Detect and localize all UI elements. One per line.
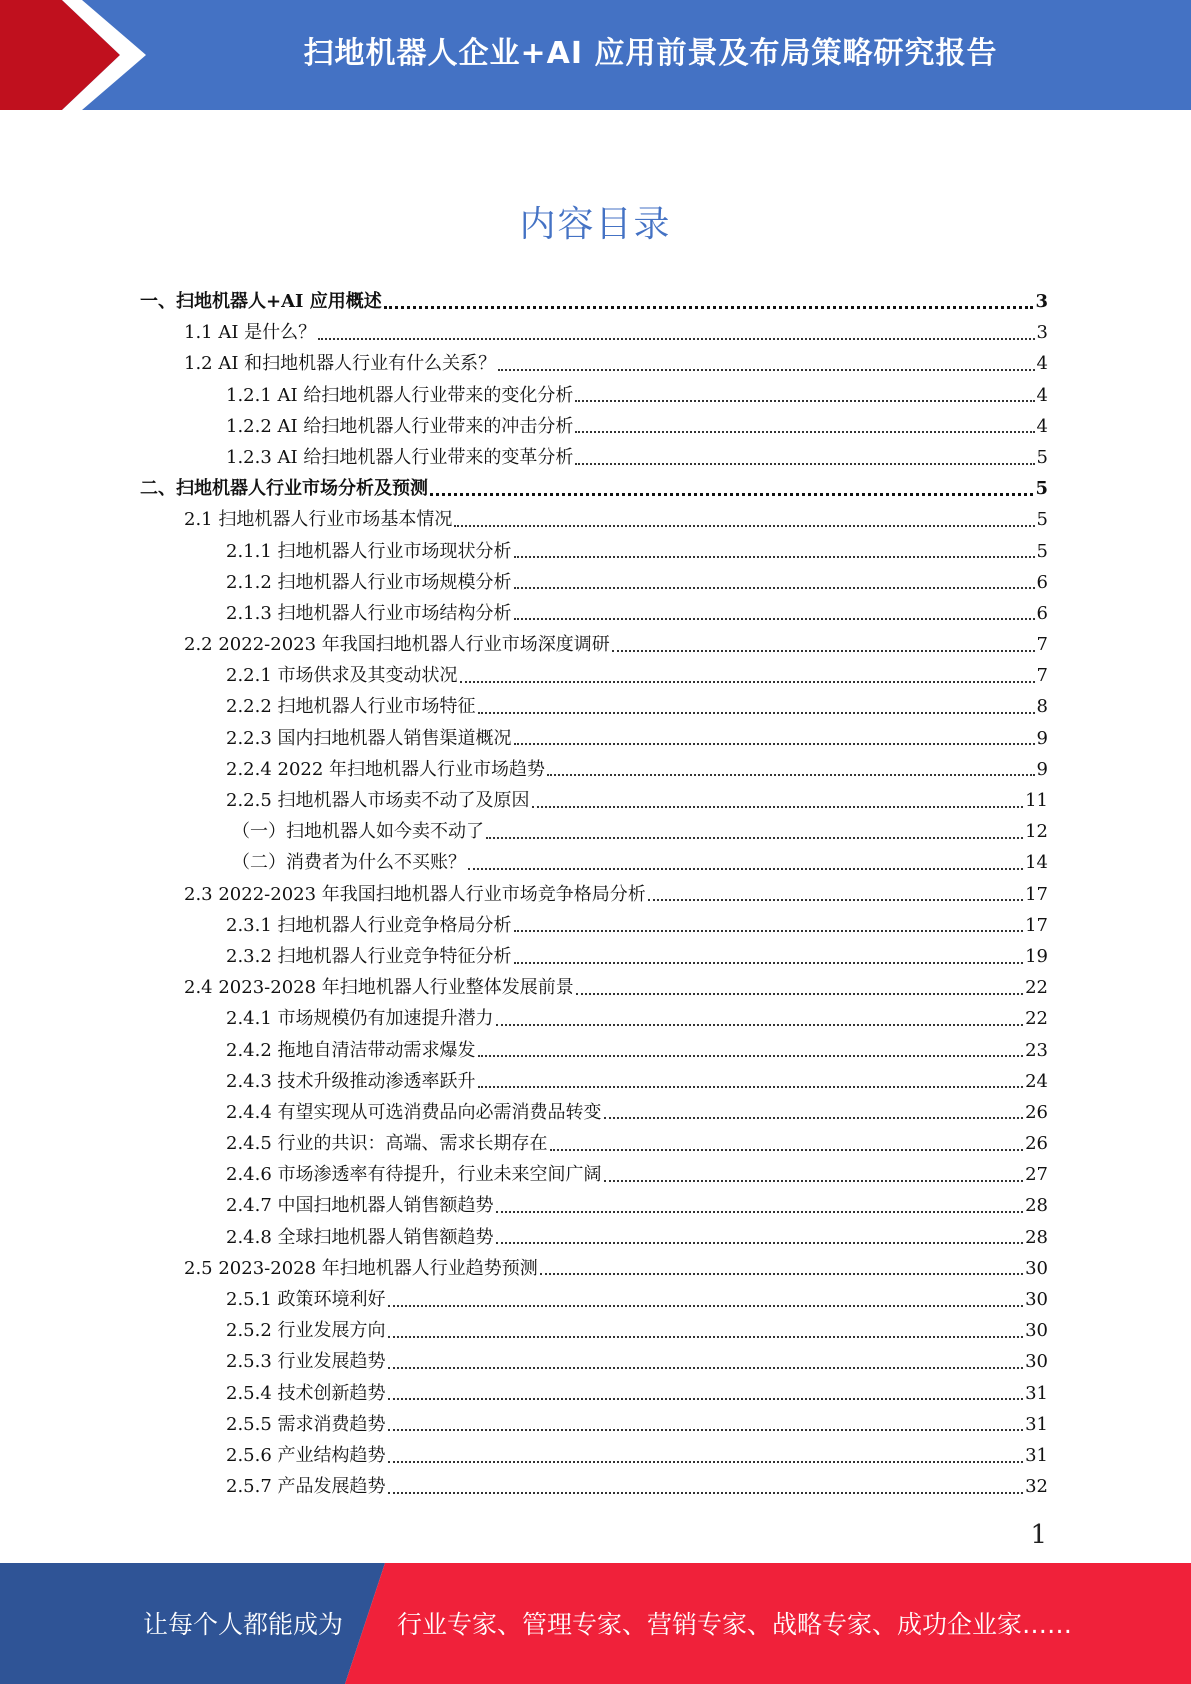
toc-entry-page: 5 (1035, 478, 1048, 500)
toc-entry[interactable] (140, 972, 1048, 1003)
toc-entry[interactable] (140, 1409, 1048, 1440)
toc-dot-leader (486, 837, 1023, 839)
toc-dot-leader (612, 650, 1035, 652)
toc-entry-page: 30 (1025, 1257, 1048, 1279)
toc-entry-page: 26 (1025, 1133, 1048, 1155)
toc-dot-leader (496, 1211, 1024, 1213)
toc-entry[interactable] (140, 1066, 1048, 1097)
toc-dot-leader (575, 431, 1034, 433)
toc-entry-label: 2.1 扫地机器人行业市场基本情况 (184, 509, 453, 531)
toc-entry[interactable] (140, 629, 1048, 660)
toc-entry[interactable] (140, 598, 1048, 629)
toc-entry-page: 28 (1025, 1226, 1048, 1248)
toc-entry-label: 2.4.6 市场渗透率有待提升，行业未来空间广阔 (226, 1164, 602, 1186)
toc-entry-page: 7 (1036, 634, 1048, 656)
toc-entry[interactable] (140, 567, 1048, 598)
toc-entry-page: 4 (1036, 415, 1048, 437)
toc-entry-label: 2.3.1 扫地机器人行业竞争格局分析 (226, 914, 512, 936)
toc-entry-page: 5 (1036, 446, 1048, 468)
toc-entry[interactable] (140, 1315, 1048, 1346)
toc-entry[interactable] (140, 286, 1048, 317)
toc-entry-page: 22 (1025, 1008, 1048, 1030)
toc-entry[interactable] (140, 754, 1048, 785)
toc-entry[interactable] (140, 1003, 1048, 1034)
toc-entry-page: 32 (1025, 1476, 1048, 1498)
toc-dot-leader (460, 681, 1035, 683)
toc-entry-label: 2.2 2022-2023 年我国扫地机器人行业市场深度调研 (184, 634, 610, 656)
toc-entry[interactable] (140, 785, 1048, 816)
toc-entry-label: 2.4.3 技术升级推动渗透率跃升 (226, 1070, 476, 1092)
toc-dot-leader (514, 587, 1035, 589)
toc-entry[interactable] (140, 1222, 1048, 1253)
toc-entry-label: 1.2.2 AI 给扫地机器人行业带来的冲击分析 (226, 415, 574, 437)
toc-entry[interactable] (140, 816, 1048, 847)
toc-dot-leader (498, 369, 1034, 371)
toc-entry-label: 2.1.2 扫地机器人行业市场规模分析 (226, 571, 512, 593)
toc-entry-page: 30 (1025, 1320, 1048, 1342)
toc-entry[interactable] (140, 879, 1048, 910)
toc-entry-page: 17 (1025, 883, 1048, 905)
toc-dot-leader (576, 993, 1023, 995)
toc-dot-leader (514, 962, 1024, 964)
toc-entry-page: 3 (1035, 291, 1048, 312)
toc-entry-page: 17 (1025, 914, 1048, 936)
toc-dot-leader (496, 1242, 1024, 1244)
toc-entry[interactable] (140, 317, 1048, 348)
toc-dot-leader (532, 806, 1024, 808)
toc-entry-page: 19 (1025, 945, 1048, 967)
toc-entry-page: 14 (1025, 852, 1048, 874)
toc-entry-label: 2.2.3 国内扫地机器人销售渠道概况 (226, 727, 512, 749)
toc-entry-label: 二、扫地机器人行业市场分析及预测 (140, 478, 428, 500)
toc-dot-leader (388, 1492, 1024, 1494)
toc-dot-leader (388, 1336, 1024, 1338)
toc-entry-label: 2.4.2 拖地自清洁带动需求爆发 (226, 1039, 476, 1061)
toc-entry-label: 2.4.1 市场规模仍有加速提升潜力 (226, 1008, 494, 1030)
toc-entry-page: 24 (1025, 1070, 1048, 1092)
toc-dot-leader (575, 400, 1034, 402)
toc-dot-leader (388, 1367, 1024, 1369)
toc-entry[interactable] (140, 1378, 1048, 1409)
toc-entry-page: 11 (1025, 790, 1048, 811)
table-of-contents (140, 286, 1048, 1502)
toc-dot-leader (388, 1398, 1024, 1400)
toc-entry-label: 2.5 2023-2028 年扫地机器人行业趋势预测 (184, 1257, 538, 1279)
toc-dot-leader (430, 493, 1033, 496)
toc-entry-page: 8 (1036, 696, 1048, 718)
toc-entry-label: 2.5.3 行业发展趋势 (226, 1351, 386, 1373)
toc-entry-page: 28 (1025, 1195, 1048, 1217)
toc-entry[interactable] (140, 723, 1048, 754)
toc-dot-leader (388, 1305, 1024, 1307)
header-arrow-icon (0, 0, 160, 110)
toc-entry-page: 22 (1025, 977, 1048, 999)
toc-entry-label: （二）消费者为什么不买账？ (232, 852, 466, 874)
toc-entry-page: 9 (1036, 758, 1048, 780)
toc-dot-leader (454, 525, 1034, 527)
toc-entry[interactable] (140, 1253, 1048, 1284)
toc-entry-page: 27 (1025, 1164, 1048, 1186)
toc-entry-page: 4 (1036, 353, 1048, 375)
toc-dot-leader (648, 899, 1023, 901)
toc-entry-page: 30 (1025, 1289, 1048, 1310)
toc-entry[interactable] (140, 1471, 1048, 1502)
toc-entry-label: 2.5.4 技术创新趋势 (226, 1382, 386, 1404)
toc-dot-leader (575, 463, 1034, 465)
toc-entry[interactable] (140, 1190, 1048, 1221)
footer-slogan-left: 让每个人都能成为 (143, 1610, 344, 1639)
report-header-band (0, 0, 1191, 110)
toc-entry-label: 2.5.2 行业发展方向 (226, 1320, 386, 1342)
toc-entry-label: 2.4.4 有望实现从可选消费品向必需消费品转变 (226, 1101, 602, 1123)
toc-entry[interactable] (140, 910, 1048, 941)
toc-entry-page: 4 (1036, 384, 1048, 406)
toc-entry-label: 2.3.2 扫地机器人行业竞争特征分析 (226, 945, 512, 967)
toc-entry-label: 1.1 AI 是什么？ (184, 322, 317, 344)
toc-entry-label: 2.5.5 需求消费趋势 (226, 1413, 386, 1435)
toc-dot-leader (388, 1461, 1024, 1463)
toc-entry[interactable] (140, 442, 1048, 473)
toc-entry-page: 3 (1036, 322, 1048, 344)
toc-entry[interactable] (140, 504, 1048, 535)
toc-dot-leader (478, 712, 1035, 714)
toc-dot-leader (550, 1149, 1024, 1151)
toc-entry[interactable] (140, 660, 1048, 691)
toc-entry-label: 2.4 2023-2028 年扫地机器人行业整体发展前景 (184, 977, 574, 999)
toc-dot-leader (604, 1180, 1024, 1182)
toc-entry-label: 2.3 2022-2023 年我国扫地机器人行业市场竞争格局分析 (184, 883, 646, 905)
toc-entry-label: 2.4.8 全球扫地机器人销售额趋势 (226, 1226, 494, 1248)
toc-entry-page: 31 (1025, 1444, 1048, 1466)
toc-entry-label: 2.1.1 扫地机器人行业市场现状分析 (226, 540, 512, 562)
toc-dot-leader (496, 1024, 1024, 1026)
toc-entry[interactable] (140, 380, 1048, 411)
toc-entry[interactable] (140, 536, 1048, 567)
toc-entry-label: 1.2.1 AI 给扫地机器人行业带来的变化分析 (226, 384, 574, 406)
toc-entry-page: 31 (1025, 1382, 1048, 1404)
toc-dot-leader (388, 1429, 1024, 1431)
toc-entry-label: 1.2 AI 和扫地机器人行业有什么关系？ (184, 353, 497, 375)
toc-entry-label: 2.4.5 行业的共识：高端、需求长期存在 (226, 1133, 548, 1155)
toc-dot-leader (384, 306, 1034, 309)
toc-entry-label: 1.2.3 AI 给扫地机器人行业带来的变革分析 (226, 446, 574, 468)
toc-entry-label: 2.2.1 市场供求及其变动状况 (226, 665, 458, 687)
toc-dot-leader (604, 1117, 1024, 1119)
report-title: 扫地机器人企业+AI 应用前景及布局策略研究报告 (303, 36, 998, 71)
toc-entry-page: 6 (1036, 602, 1048, 624)
toc-dot-leader (514, 743, 1035, 745)
toc-entry[interactable] (140, 1440, 1048, 1471)
toc-dot-leader (468, 868, 1023, 870)
toc-dot-leader (540, 1273, 1023, 1275)
toc-entry-label: 2.2.5 扫地机器人市场卖不动了及原因 (226, 790, 530, 811)
toc-entry-page: 5 (1036, 540, 1048, 562)
toc-entry-page: 26 (1025, 1101, 1048, 1123)
toc-entry[interactable] (140, 1097, 1048, 1128)
toc-entry-page: 5 (1036, 509, 1048, 531)
toc-entry[interactable] (140, 473, 1048, 504)
toc-entry-page: 12 (1025, 821, 1048, 843)
toc-dot-leader (547, 774, 1034, 776)
toc-entry-page: 30 (1025, 1351, 1048, 1373)
toc-entry[interactable] (140, 1284, 1048, 1315)
report-footer-band (0, 1563, 1191, 1684)
toc-entry-page: 23 (1025, 1039, 1048, 1061)
toc-dot-leader (318, 338, 1034, 340)
toc-dot-leader (478, 1086, 1024, 1088)
toc-entry[interactable] (140, 847, 1048, 878)
footer-slogan-right: 行业专家、管理专家、营销专家、战略专家、成功企业家…… (397, 1610, 1073, 1639)
toc-dot-leader (514, 618, 1035, 620)
toc-entry[interactable] (140, 411, 1048, 442)
toc-entry[interactable] (140, 348, 1048, 379)
toc-entry[interactable] (140, 1035, 1048, 1066)
toc-entry-label: 2.4.7 中国扫地机器人销售额趋势 (226, 1195, 494, 1217)
page-title: 内容目录 (519, 204, 672, 245)
toc-entry-label: 2.2.4 2022 年扫地机器人行业市场趋势 (226, 758, 546, 780)
toc-entry[interactable] (140, 1159, 1048, 1190)
toc-entry-page: 9 (1036, 727, 1048, 749)
toc-entry-label: （一）扫地机器人如今卖不动了 (232, 821, 484, 843)
toc-entry-label: 2.5.6 产业结构趋势 (226, 1444, 386, 1466)
toc-entry-label: 2.2.2 扫地机器人行业市场特征 (226, 696, 476, 718)
toc-dot-leader (514, 930, 1024, 932)
toc-dot-leader (514, 556, 1035, 558)
toc-entry-label: 一、扫地机器人+AI 应用概述 (140, 291, 382, 312)
toc-entry[interactable] (140, 1128, 1048, 1159)
toc-entry-page: 31 (1025, 1413, 1048, 1435)
toc-entry[interactable] (140, 1346, 1048, 1377)
toc-entry[interactable] (140, 691, 1048, 722)
toc-entry[interactable] (140, 941, 1048, 972)
toc-entry-page: 6 (1036, 571, 1048, 593)
page-number: 1 (1030, 1520, 1047, 1550)
toc-entry-page: 7 (1036, 665, 1048, 687)
toc-entry-label: 2.5.1 政策环境利好 (226, 1289, 386, 1310)
toc-entry-label: 2.5.7 产品发展趋势 (226, 1476, 386, 1498)
toc-dot-leader (478, 1055, 1024, 1057)
toc-entry-label: 2.1.3 扫地机器人行业市场结构分析 (226, 602, 512, 624)
